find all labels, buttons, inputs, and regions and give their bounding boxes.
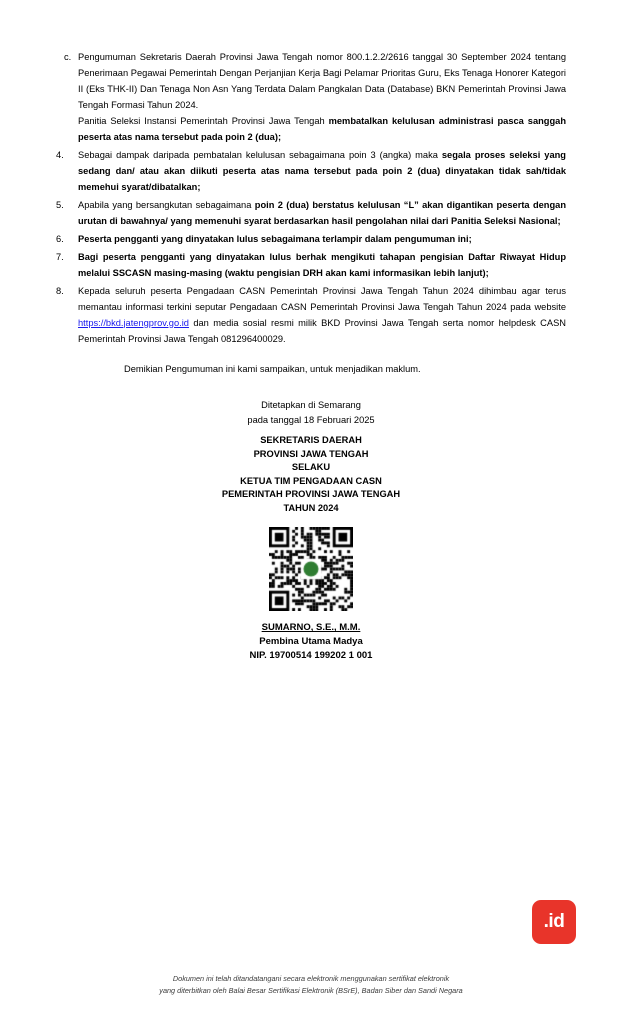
footer-line-2: yang diterbitkan oleh Balai Besar Sertifikasi Elektronik (BSrE), Badan Siber dan Sandi Negara bbox=[159, 985, 463, 995]
place-line-1: Ditetapkan di Semarang bbox=[261, 399, 361, 410]
list-marker: 5. bbox=[56, 199, 64, 210]
signature-title-line-4: KETUA TIM PENGADAAN CASN bbox=[240, 475, 382, 486]
paragraph-normal-text: Panitia Seleksi Instansi Pemerintah Provinsi Jawa Tengah bbox=[78, 115, 329, 126]
text-run: dan media sosial resmi milik BKD Provinsi Jawa Tengah serta nomor helpdesk CASN Pemerintah Provinsi Jawa Tengah 081296400029. bbox=[78, 317, 566, 344]
list-item bbox=[56, 148, 566, 196]
list-item bbox=[56, 232, 566, 248]
list-marker: 8. bbox=[56, 285, 64, 296]
signer-block bbox=[56, 621, 566, 662]
text-run: Apabila yang bersangkutan sebagaimana bbox=[78, 199, 255, 210]
text-run: Sebagai dampak daripada pembatalan kelulusan sebagaimana poin 3 (angka) maka bbox=[78, 149, 442, 160]
signature-title-block bbox=[56, 434, 566, 515]
brand-badge: .id bbox=[532, 900, 576, 944]
electronic-signature-note bbox=[0, 973, 622, 996]
emphasis-text: Peserta pengganti yang dinyatakan lulus sebagaimana terlampir dalam pengumuman ini; bbox=[78, 233, 472, 244]
list-marker: 7. bbox=[56, 251, 64, 262]
paragraph-after-c bbox=[78, 114, 566, 146]
footer-line-1: Dokumen ini telah ditandatangani secara elektronik menggunakan sertifikat elektronik bbox=[172, 974, 450, 984]
numbered-list bbox=[56, 148, 566, 348]
list-item-text bbox=[78, 284, 566, 348]
list-marker: 6. bbox=[56, 233, 64, 244]
list-item-c bbox=[56, 50, 566, 114]
list-item-text bbox=[78, 148, 566, 196]
place-date-block bbox=[56, 398, 566, 429]
emphasis-text: segala proses seleksi yang sedang dan/ atau akan diikuti peserta atas nama tersebut pada poin 2 (dua) dinyatakan tidak sah/tidak memehui syarat/dibatalkan; bbox=[78, 149, 566, 192]
emphasis-text: poin 2 (dua) berstatus kelulusan “L” akan digantikan peserta dengan urutan di bawahnya/ yang memenuhi syarat berdasarkan hasil pengolahan nilai dari Panitia Seleksi Nasional; bbox=[78, 199, 566, 226]
list-item-text bbox=[78, 232, 566, 248]
list-marker: c. bbox=[64, 52, 72, 62]
signer-rank: Pembina Utama Madya bbox=[259, 635, 363, 647]
paragraph-bold-text: membatalkan kelulusan administrasi pasca sanggah peserta atas nama tersebut pada poin 2 (dua); bbox=[78, 115, 566, 142]
qr-code-icon bbox=[269, 527, 353, 611]
place-line-2: pada tanggal 18 Februari 2025 bbox=[247, 415, 375, 426]
signer-nip: NIP. 19700514 199202 1 001 bbox=[249, 649, 373, 661]
list-item bbox=[56, 250, 566, 282]
list-item-text: Pengumuman Sekretaris Daerah Provinsi Jawa Tengah nomor 800.1.2.2/2616 tanggal 30 September 2024 tentang Penerimaan Pegawai Pemerintah Dengan Perjanjian Kerja Bagi Pelamar Prioritas Guru, Eks Tenaga Honorer Kategori II (Eks THK-II) Dan Tenaga Non Asn Yang Terdata Dalam Pangkalan Data (Database) BKN Pemerintah Provinsi Jawa Tengah Formasi Tahun 2024. bbox=[78, 52, 566, 110]
list-item-text bbox=[78, 198, 566, 230]
list-item-text bbox=[78, 250, 566, 282]
qr-code-container bbox=[56, 527, 566, 611]
emphasis-text: Bagi peserta pengganti yang dinyatakan lulus berhak mengikuti tahapan pengisian Daftar Riwayat Hidup melalui SSCASN masing-masing (waktu pengisian DRH akan kami informasikan lebih lanjut); bbox=[78, 251, 566, 278]
list-item bbox=[56, 284, 566, 348]
closing-paragraph: Demikian Pengumuman ini kami sampaikan, untuk menjadikan maklum. bbox=[124, 363, 421, 374]
list-marker: 4. bbox=[56, 149, 64, 160]
text-run: Kepada seluruh peserta Pengadaan CASN Pemerintah Provinsi Jawa Tengah Tahun 2024 dihimbau agar terus memantau informasi terkini seputar Pengadaan CASN Pemerintah Provinsi Jawa Tengah Tahun 2024 pada website bbox=[78, 285, 566, 312]
signature-title-line-1: SEKRETARIS DAERAH bbox=[260, 435, 362, 446]
signer-name: SUMARNO, S.E., M.M. bbox=[261, 622, 361, 634]
list-item bbox=[56, 198, 566, 230]
signature-title-line-3: SELAKU bbox=[291, 462, 331, 473]
signature-title-line-2: PROVINSI JAWA TENGAH bbox=[253, 448, 369, 459]
signature-title-line-6: TAHUN 2024 bbox=[283, 502, 339, 513]
document-body bbox=[56, 50, 566, 662]
signature-title-line-5: PEMERINTAH PROVINSI JAWA TENGAH bbox=[221, 489, 401, 500]
bkd-website-link[interactable]: https://bkd.jatengprov.go.id bbox=[78, 317, 189, 328]
